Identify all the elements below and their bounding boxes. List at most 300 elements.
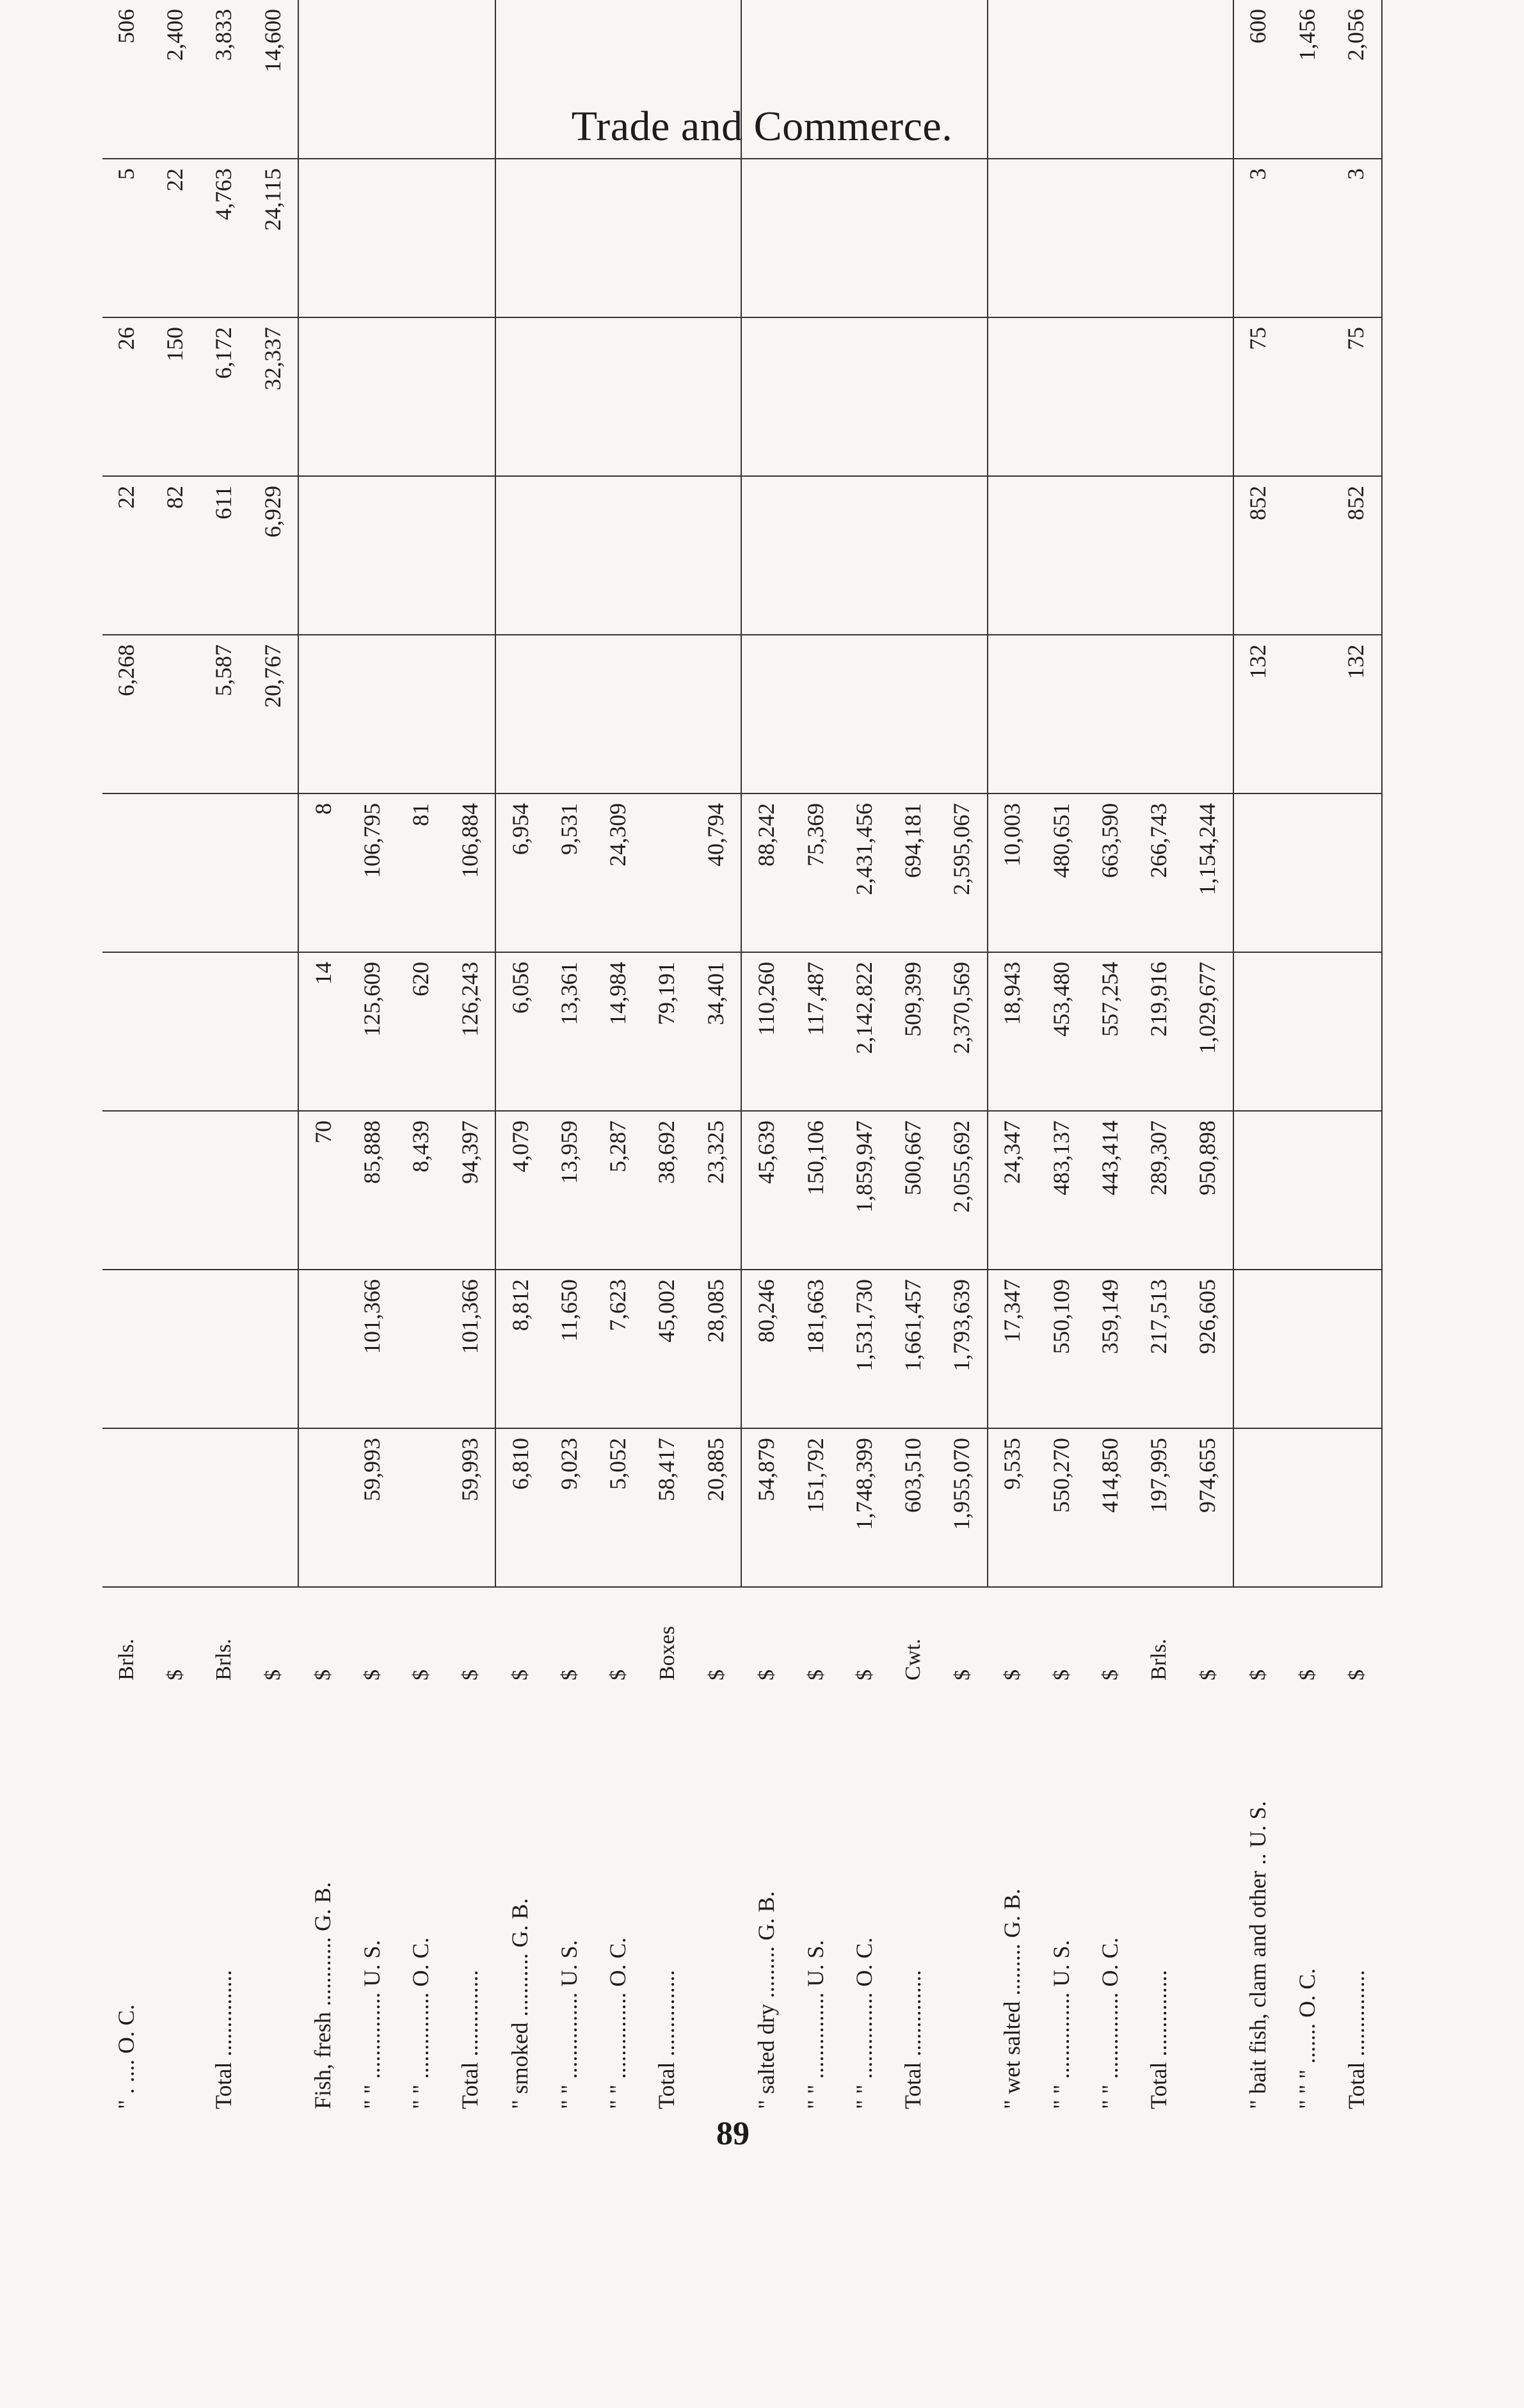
table-cell: 24,347: [988, 1111, 1038, 1270]
table-cell: 2,431,456: [840, 793, 888, 952]
table-cell: 1,154,244: [1183, 793, 1233, 952]
row-label: " salted dry ......... G. B.: [753, 1891, 779, 2109]
row-unit: $: [508, 1670, 533, 1680]
table-cell: [495, 317, 545, 476]
table-cell: 9,531: [545, 793, 594, 952]
table-cell: 852: [1332, 476, 1382, 635]
table-cell: [594, 0, 643, 159]
table-cell: 38,692: [643, 1111, 691, 1270]
table-cell: [248, 793, 298, 952]
table-row: [397, 0, 445, 2112]
row-unit: $: [458, 1670, 483, 1680]
table-cell: [102, 793, 151, 952]
row-label: " . .... O. C.: [113, 2004, 140, 2109]
row-unit: Cwt.: [901, 1638, 925, 1680]
table-cell: [1086, 317, 1135, 476]
table-cell: 4,079: [495, 1111, 545, 1270]
table-cell: 611: [200, 476, 248, 635]
table-cell: 88,242: [741, 793, 791, 952]
table-cell: 550,109: [1038, 1270, 1086, 1428]
table-cell: [397, 159, 445, 317]
table-cell: 150,106: [791, 1111, 840, 1270]
table-cell: [248, 1428, 298, 1587]
table-cell: [643, 635, 691, 793]
table-cell: 500,667: [889, 1111, 938, 1270]
table-row: [298, 0, 348, 2112]
table-total-row: [938, 0, 988, 2112]
row-unit: $: [950, 1670, 974, 1680]
table-cell: [1233, 1428, 1283, 1587]
table-cell: [248, 1270, 298, 1428]
table-cell: [1283, 1270, 1332, 1428]
table-cell: [791, 0, 840, 159]
row-label: [248, 1689, 298, 2112]
table-row: [988, 0, 1038, 2112]
table-cell: [151, 1428, 200, 1587]
table-cell: 20,767: [248, 635, 298, 793]
table-row: [151, 0, 200, 2112]
table-cell: [1283, 952, 1332, 1111]
table-row: [840, 0, 888, 2112]
row-label: Total ...............: [899, 1970, 926, 2109]
table-row: [1283, 0, 1332, 2112]
table-cell: 58,417: [643, 1428, 691, 1587]
table-cell: [1183, 0, 1233, 159]
row-unit: $: [557, 1670, 582, 1680]
table-cell: 40,794: [691, 793, 741, 952]
table-cell: 10,003: [988, 793, 1038, 952]
table-cell: [200, 1428, 248, 1587]
table-cell: 663,590: [1086, 793, 1135, 952]
table-row: [594, 0, 643, 2112]
table-row: [200, 0, 248, 2112]
table-cell: [1086, 635, 1135, 793]
table-cell: 3: [1332, 159, 1382, 317]
table-cell: [889, 476, 938, 635]
row-unit: $: [409, 1670, 433, 1680]
table-cell: [840, 0, 888, 159]
row-label: " bait fish, clam and other .. U. S.: [1244, 1801, 1271, 2109]
table-cell: 18,943: [988, 952, 1038, 1111]
table-cell: 54,879: [741, 1428, 791, 1587]
table-cell: 950,898: [1183, 1111, 1233, 1270]
table-row: [1086, 0, 1135, 2112]
row-unit: $: [1049, 1670, 1073, 1680]
table-cell: 80,246: [741, 1270, 791, 1428]
table-cell: [397, 1270, 445, 1428]
table-cell: [545, 317, 594, 476]
table-cell: [1283, 317, 1332, 476]
table-cell: [691, 0, 741, 159]
table-cell: [1038, 159, 1086, 317]
table-cell: [594, 476, 643, 635]
table-cell: [791, 635, 840, 793]
table-cell: 1,955,070: [938, 1428, 988, 1587]
table-cell: 2,056: [1332, 0, 1382, 159]
row-unit: $: [1246, 1670, 1270, 1680]
row-label: Total ...............: [211, 1970, 237, 2109]
table-cell: [545, 635, 594, 793]
table-cell: [248, 1111, 298, 1270]
table-cell: [938, 476, 988, 635]
table-cell: [397, 1428, 445, 1587]
table-total-row: [1183, 0, 1233, 2112]
table-cell: 8,439: [397, 1111, 445, 1270]
row-unit: $: [261, 1670, 285, 1680]
row-unit: Brls.: [115, 1638, 139, 1680]
table-cell: [791, 159, 840, 317]
table-cell: [445, 0, 495, 159]
table-cell: [938, 317, 988, 476]
table-cell: 24,309: [594, 793, 643, 952]
table-cell: 117,487: [791, 952, 840, 1111]
table-cell: [938, 635, 988, 793]
table-cell: 694,181: [889, 793, 938, 952]
table-cell: [1135, 0, 1183, 159]
table-cell: [1038, 476, 1086, 635]
row-label: " " ............... U. S.: [802, 1940, 828, 2109]
table-cell: [1233, 1111, 1283, 1270]
table-cell: [889, 635, 938, 793]
row-label: " " ............... O. C.: [1096, 1937, 1123, 2109]
table-cell: 24,115: [248, 159, 298, 317]
table-cell: [643, 159, 691, 317]
table-cell: 28,085: [691, 1270, 741, 1428]
table-cell: [1283, 476, 1332, 635]
table-cell: [1233, 952, 1283, 1111]
table-cell: 6,056: [495, 952, 545, 1111]
table-cell: [397, 0, 445, 159]
table-total-row: [445, 0, 495, 2112]
table-cell: [840, 476, 888, 635]
page-number: 89: [716, 2116, 750, 2152]
table-cell: 13,959: [545, 1111, 594, 1270]
table-cell: 443,414: [1086, 1111, 1135, 1270]
table-cell: 2,370,569: [938, 952, 988, 1111]
table-row: [545, 0, 594, 2112]
table-cell: 45,639: [741, 1111, 791, 1270]
table-cell: 22: [102, 476, 151, 635]
table-cell: 2,595,067: [938, 793, 988, 952]
table-cell: 219,916: [1135, 952, 1183, 1111]
table-cell: [495, 635, 545, 793]
table-cell: 1,748,399: [840, 1428, 888, 1587]
table-row: [889, 0, 938, 2112]
table-cell: [1233, 1270, 1283, 1428]
row-unit: $: [754, 1670, 778, 1680]
table-cell: [348, 476, 397, 635]
row-label: " " ............... U. S.: [1048, 1940, 1074, 2109]
table-cell: 506: [102, 0, 151, 159]
row-unit: $: [311, 1670, 335, 1680]
table-cell: [397, 317, 445, 476]
table-cell: [1086, 159, 1135, 317]
table-cell: 453,480: [1038, 952, 1086, 1111]
table-cell: [151, 793, 200, 952]
table-cell: [1332, 1111, 1382, 1270]
table-cell: [840, 317, 888, 476]
table-cell: [200, 952, 248, 1111]
table-cell: 14: [298, 952, 348, 1111]
row-unit: $: [1000, 1670, 1024, 1680]
table-cell: 8,812: [495, 1270, 545, 1428]
table-cell: [1135, 635, 1183, 793]
table-cell: 6,172: [200, 317, 248, 476]
table-row: [741, 0, 791, 2112]
table-cell: [102, 952, 151, 1111]
table-cell: [791, 317, 840, 476]
row-label: [691, 1689, 741, 2112]
page-title: Trade and Commerce.: [571, 103, 953, 150]
table-cell: 59,993: [348, 1428, 397, 1587]
table-cell: [495, 0, 545, 159]
table-cell: [691, 159, 741, 317]
table-cell: 75: [1233, 317, 1283, 476]
table-cell: [298, 476, 348, 635]
table-cell: 6,954: [495, 793, 545, 952]
row-label: " " ............... U. S.: [359, 1940, 385, 2109]
table-cell: [1283, 1428, 1332, 1587]
table-cell: [151, 952, 200, 1111]
table-cell: 7,623: [594, 1270, 643, 1428]
table-cell: 557,254: [1086, 952, 1135, 1111]
table-cell: [151, 635, 200, 793]
table-cell: [1086, 476, 1135, 635]
row-unit: $: [1345, 1670, 1369, 1680]
table-cell: 59,993: [445, 1428, 495, 1587]
table-row: [102, 0, 151, 2112]
table-cell: 550,270: [1038, 1428, 1086, 1587]
table-cell: 5,287: [594, 1111, 643, 1270]
table-cell: 151,792: [791, 1428, 840, 1587]
row-label: Total ...............: [654, 1970, 680, 2109]
row-unit: $: [360, 1670, 385, 1680]
table-cell: 1,661,457: [889, 1270, 938, 1428]
trade-ledger-table: [102, 0, 1383, 2112]
table-cell: [397, 635, 445, 793]
table-cell: 217,513: [1135, 1270, 1183, 1428]
row-label: " " " ....... O. C.: [1294, 1968, 1320, 2109]
table-cell: [938, 159, 988, 317]
table-cell: [102, 1111, 151, 1270]
row-label: " " ............... U. S.: [556, 1940, 582, 2109]
table-cell: [840, 635, 888, 793]
table-cell: 79,191: [643, 952, 691, 1111]
table-cell: [445, 159, 495, 317]
table-cell: 45,002: [643, 1270, 691, 1428]
table-cell: [988, 159, 1038, 317]
table-cell: 5: [102, 159, 151, 317]
table-cell: [889, 159, 938, 317]
table-cell: [298, 1270, 348, 1428]
table-cell: [741, 635, 791, 793]
table-cell: 106,795: [348, 793, 397, 952]
table-row: [495, 0, 545, 2112]
row-unit: $: [1196, 1670, 1220, 1680]
table-cell: 6,929: [248, 476, 298, 635]
table-cell: 181,663: [791, 1270, 840, 1428]
table-cell: 82: [151, 476, 200, 635]
table-cell: [1038, 635, 1086, 793]
table-cell: 94,397: [445, 1111, 495, 1270]
row-unit: Brls.: [1146, 1638, 1171, 1680]
table-cell: [988, 0, 1038, 159]
table-cell: 620: [397, 952, 445, 1111]
table-cell: [594, 317, 643, 476]
table-cell: 26: [102, 317, 151, 476]
table-cell: 75,369: [791, 793, 840, 952]
table-cell: 5,052: [594, 1428, 643, 1587]
table-cell: 13,361: [545, 952, 594, 1111]
table-cell: [741, 159, 791, 317]
table-cell: 14,600: [248, 0, 298, 159]
ledger-table-container: [102, 0, 1383, 2112]
row-unit: $: [163, 1670, 188, 1680]
row-label: " smoked ........... G. B.: [507, 1898, 533, 2109]
table-cell: [1283, 1111, 1332, 1270]
table-cell: [643, 0, 691, 159]
row-label: [151, 1689, 200, 2112]
table-cell: [1183, 635, 1233, 793]
table-cell: [298, 1428, 348, 1587]
table-cell: [988, 476, 1038, 635]
table-cell: 11,650: [545, 1270, 594, 1428]
table-cell: [348, 159, 397, 317]
table-cell: 3: [1233, 159, 1283, 317]
table-cell: [1038, 317, 1086, 476]
table-row: [1233, 0, 1283, 2112]
row-label: Total ...............: [457, 1970, 483, 2109]
table-cell: 101,366: [445, 1270, 495, 1428]
table-cell: [691, 635, 741, 793]
table-cell: 926,605: [1183, 1270, 1233, 1428]
table-cell: [988, 635, 1038, 793]
table-cell: [1332, 1270, 1382, 1428]
table-cell: 3,833: [200, 0, 248, 159]
table-cell: 9,023: [545, 1428, 594, 1587]
table-cell: [938, 0, 988, 159]
table-cell: [1332, 1428, 1382, 1587]
table-total-row: [691, 0, 741, 2112]
table-cell: [545, 0, 594, 159]
table-cell: [348, 0, 397, 159]
table-cell: [151, 1270, 200, 1428]
table-cell: [151, 1111, 200, 1270]
row-label: [938, 1689, 988, 2112]
table-cell: 9,535: [988, 1428, 1038, 1587]
table-cell: [594, 159, 643, 317]
table-cell: [200, 1270, 248, 1428]
ledger-body: [102, 0, 1382, 2112]
table-cell: [445, 476, 495, 635]
table-cell: 8: [298, 793, 348, 952]
table-row: [791, 0, 840, 2112]
table-cell: [495, 476, 545, 635]
table-cell: 14,984: [594, 952, 643, 1111]
table-cell: [200, 793, 248, 952]
table-cell: [298, 159, 348, 317]
table-cell: 509,399: [889, 952, 938, 1111]
table-cell: [1283, 159, 1332, 317]
table-cell: 106,884: [445, 793, 495, 952]
table-cell: [691, 476, 741, 635]
table-cell: [1183, 159, 1233, 317]
row-unit: $: [704, 1670, 728, 1680]
table-cell: 1,029,677: [1183, 952, 1233, 1111]
table-cell: [889, 317, 938, 476]
table-cell: [298, 317, 348, 476]
table-cell: [643, 317, 691, 476]
table-cell: [1283, 635, 1332, 793]
table-cell: [1332, 952, 1382, 1111]
table-cell: 6,268: [102, 635, 151, 793]
table-cell: [545, 159, 594, 317]
table-cell: 197,995: [1135, 1428, 1183, 1587]
row-label: Total ...............: [1145, 1970, 1171, 2109]
table-cell: [102, 1428, 151, 1587]
table-cell: 81: [397, 793, 445, 952]
table-cell: [1183, 476, 1233, 635]
table-cell: 20,885: [691, 1428, 741, 1587]
table-cell: [348, 635, 397, 793]
table-cell: [1135, 317, 1183, 476]
table-cell: 1,859,947: [840, 1111, 888, 1270]
table-cell: [594, 635, 643, 793]
table-cell: 600: [1233, 0, 1283, 159]
row-unit: $: [803, 1670, 828, 1680]
table-cell: 32,337: [248, 317, 298, 476]
table-cell: [348, 317, 397, 476]
table-cell: [643, 793, 691, 952]
table-cell: 85,888: [348, 1111, 397, 1270]
table-cell: 359,149: [1086, 1270, 1135, 1428]
row-label: " " ............... O. C.: [408, 1937, 434, 2109]
table-cell: [1135, 159, 1183, 317]
table-cell: 480,651: [1038, 793, 1086, 952]
table-total-row: [248, 0, 298, 2112]
row-unit: $: [852, 1670, 876, 1680]
table-cell: [1233, 793, 1283, 952]
table-cell: 70: [298, 1111, 348, 1270]
table-total-row: [1332, 0, 1382, 2112]
table-row: [1135, 0, 1183, 2112]
table-cell: 974,655: [1183, 1428, 1233, 1587]
table-cell: [1283, 793, 1332, 952]
table-row: [348, 0, 397, 2112]
table-cell: [298, 635, 348, 793]
row-unit: Boxes: [655, 1626, 679, 1680]
table-cell: [691, 317, 741, 476]
table-cell: [298, 0, 348, 159]
table-cell: 289,307: [1135, 1111, 1183, 1270]
table-row: [1038, 0, 1086, 2112]
table-cell: 34,401: [691, 952, 741, 1111]
table-cell: [495, 159, 545, 317]
table-cell: [445, 635, 495, 793]
table-cell: 5,587: [200, 635, 248, 793]
table-cell: [545, 476, 594, 635]
table-cell: 132: [1233, 635, 1283, 793]
table-cell: 852: [1233, 476, 1283, 635]
table-cell: 266,743: [1135, 793, 1183, 952]
table-cell: [889, 0, 938, 159]
table-cell: 414,850: [1086, 1428, 1135, 1587]
table-cell: 126,243: [445, 952, 495, 1111]
table-cell: [1038, 0, 1086, 159]
table-cell: 22: [151, 159, 200, 317]
table-cell: [741, 0, 791, 159]
table-cell: 1,793,639: [938, 1270, 988, 1428]
